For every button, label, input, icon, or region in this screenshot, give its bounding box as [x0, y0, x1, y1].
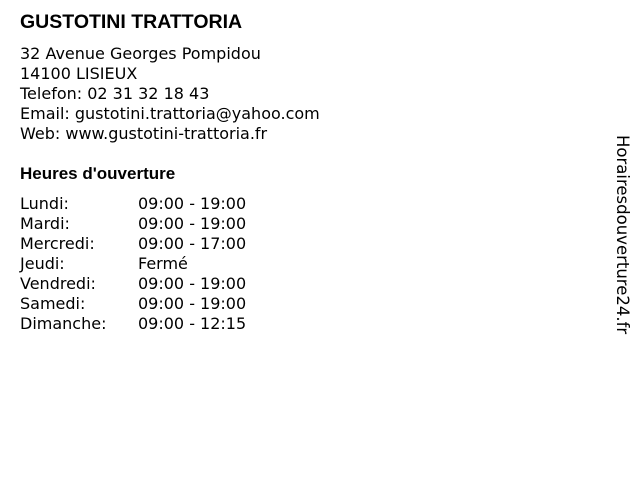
opening-hours-title: Heures d'ouverture: [20, 164, 176, 183]
hours-row-wednesday: [20, 234, 320, 254]
day-label: Vendredi:: [20, 274, 96, 293]
day-label: Mardi:: [20, 214, 70, 233]
hours-row-thursday: [20, 254, 320, 274]
time-range: 09:00 - 19:00: [138, 294, 247, 313]
time-range: Fermé: [138, 254, 188, 273]
site-watermark: Horairesdouverture24.fr: [613, 135, 632, 335]
hours-row-sunday: [20, 314, 320, 334]
street-address: 32 Avenue Georges Pompidou: [20, 44, 261, 63]
day-label: Mercredi:: [20, 234, 95, 253]
time-range: 09:00 - 19:00: [138, 274, 247, 293]
day-label: Samedi:: [20, 294, 86, 313]
city-postcode: 14100 LISIEUX: [20, 64, 138, 83]
hours-row-friday: [20, 274, 320, 294]
hours-row-tuesday: [20, 214, 320, 234]
hours-row-monday: [20, 194, 320, 214]
hours-row-saturday: [20, 294, 320, 314]
time-range: 09:00 - 12:15: [138, 314, 247, 333]
day-label: Dimanche:: [20, 314, 107, 333]
phone-number: Telefon: 02 31 32 18 43: [20, 84, 210, 103]
time-range: 09:00 - 17:00: [138, 234, 247, 253]
website: Web: www.gustotini-trattoria.fr: [20, 124, 268, 143]
contact-info: [20, 44, 320, 144]
time-range: 09:00 - 19:00: [138, 214, 247, 233]
email-address: Email: gustotini.trattoria@yahoo.com: [20, 104, 320, 123]
time-range: 09:00 - 19:00: [138, 194, 247, 213]
day-label: Lundi:: [20, 194, 69, 213]
business-name: GUSTOTINI TRATTORIA: [20, 11, 243, 33]
opening-hours-list: [20, 194, 320, 334]
day-label: Jeudi:: [20, 254, 65, 273]
